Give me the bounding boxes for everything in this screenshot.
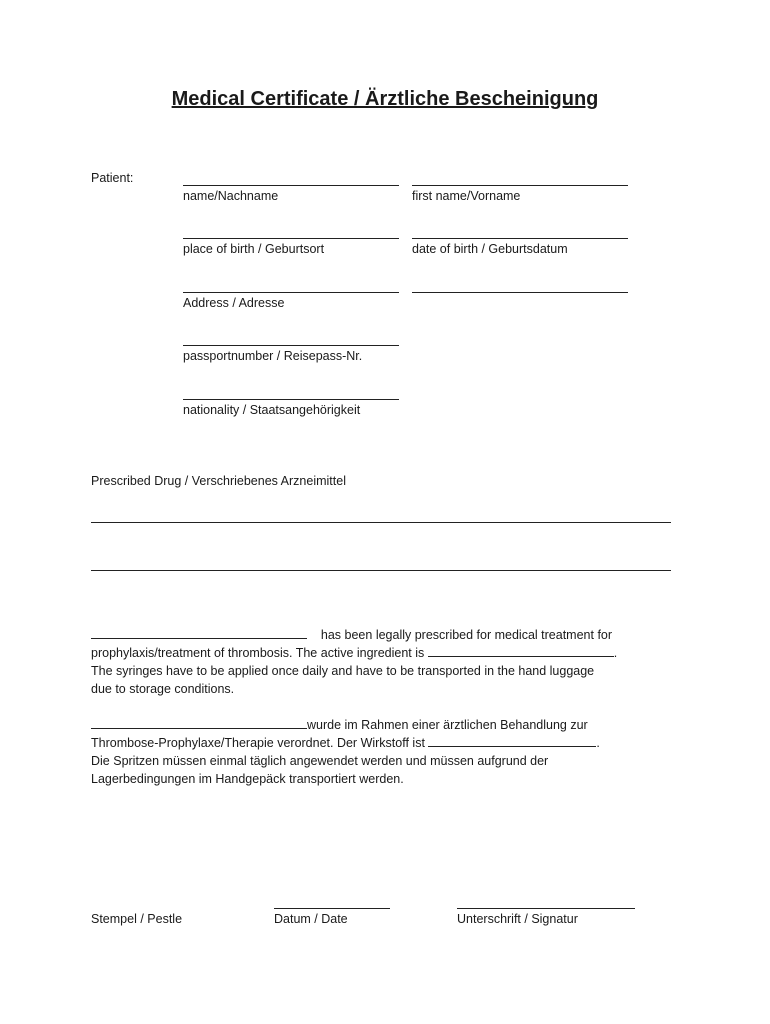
signature-label: Unterschrift / Signatur — [457, 912, 578, 926]
ingredient-blank-de[interactable] — [428, 734, 596, 747]
english-line-1: has been legally prescribed for medical treatment for — [320, 628, 613, 642]
german-line-1: wurde im Rahmen einer ärztlichen Behandlung zur — [307, 718, 588, 732]
place-of-birth-field-line[interactable] — [183, 238, 399, 239]
ingredient-blank-en[interactable] — [428, 644, 614, 657]
address-second-field-line[interactable] — [412, 292, 628, 293]
page-title: Medical Certificate / Ärztliche Bescheinigung — [171, 88, 599, 110]
german-line-2-end: . — [596, 736, 600, 750]
drug-name-blank-de[interactable] — [91, 716, 307, 729]
nationality-field-line[interactable] — [183, 399, 399, 400]
date-of-birth-field-line[interactable] — [412, 238, 628, 239]
passport-field-line[interactable] — [183, 345, 399, 346]
stamp-label: Stempel / Pestle — [91, 912, 183, 926]
name-field-label: name/Nachname — [183, 189, 279, 203]
signature-line[interactable] — [457, 908, 635, 909]
english-line-3: The syringes have to be applied once daily and have to be transported in the hand luggage — [91, 664, 595, 678]
passport-field-label: passportnumber / Reisepass-Nr. — [183, 349, 363, 363]
drug-name-blank-en[interactable] — [91, 626, 307, 639]
drug-label: Prescribed Drug / Verschriebenes Arzneimittel — [91, 474, 346, 488]
german-paragraph — [91, 716, 671, 788]
nationality-field-label: nationality / Staatsangehörigkeit — [183, 403, 361, 417]
english-line-4: due to storage conditions. — [91, 682, 235, 696]
german-line-2: Thrombose-Prophylaxe/Therapie verordnet. Der Wirkstoff ist — [91, 736, 425, 750]
german-line-4: Lagerbedingungen im Handgepäck transportiert werden. — [91, 772, 404, 786]
address-field-line[interactable] — [183, 292, 399, 293]
date-label: Datum / Date — [274, 912, 348, 926]
german-line-3: Die Spritzen müssen einmal täglich angewendet werden und müssen aufgrund der — [91, 754, 549, 768]
first-name-field-line[interactable] — [412, 185, 628, 186]
date-line[interactable] — [274, 908, 390, 909]
name-field-line[interactable] — [183, 185, 399, 186]
place-of-birth-field-label: place of birth / Geburtsort — [183, 242, 325, 256]
drug-line-2[interactable] — [91, 570, 671, 571]
english-line-2: prophylaxis/treatment of thrombosis. The active ingredient is — [91, 646, 425, 660]
english-paragraph — [91, 626, 671, 698]
first-name-field-label: first name/Vorname — [412, 189, 521, 203]
date-of-birth-field-label: date of birth / Geburtsdatum — [412, 242, 568, 256]
address-field-label: Address / Adresse — [183, 296, 285, 310]
english-line-2-end: . — [613, 646, 618, 660]
drug-line-1[interactable] — [91, 522, 671, 523]
patient-label: Patient: — [91, 171, 134, 185]
